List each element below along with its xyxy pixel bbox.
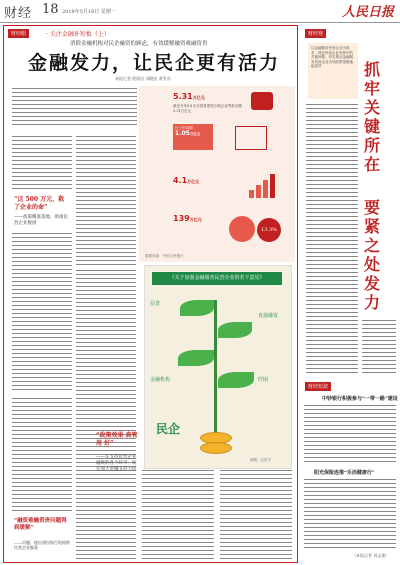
stat-unit: 万亿元: [189, 217, 202, 222]
page-number: 18: [42, 2, 59, 17]
stat-unit: 万亿元: [192, 95, 205, 100]
percent-circle: 13.3%: [257, 218, 281, 242]
summary-box: 以金融服务民营企业为抓手，抓住民营企业发展中的关键问题，切实推动金融服务民营企业各项政策措施落地见效: [308, 43, 358, 99]
body-text-column: [306, 104, 358, 374]
leaf-graphic: [178, 350, 214, 366]
opinion-title: 抓牢关键所在: [364, 60, 381, 174]
body-text-column: [76, 270, 136, 560]
stat-unit: 万亿元: [187, 179, 200, 184]
pull-quote-subtitle: ——在支持民营企业融资的各个环节，切实加大金融支持力度: [96, 455, 137, 472]
bar-chart-icon: [249, 174, 277, 198]
poster-label: 纾困: [258, 377, 269, 383]
pull-quote-subtitle: ——问题、提出建设银行机构供民营企业服务: [14, 540, 70, 550]
article-headline: 金融发力，让民企更有活力: [27, 52, 280, 74]
body-text-column: [220, 470, 292, 560]
poster-title: 《关于加强金融服务民营企业的若干意见》: [152, 272, 282, 285]
data-source: 数据来源：中国人民银行: [145, 254, 184, 258]
body-text-column: [76, 136, 136, 266]
author-note: （本报记者 刘志强）: [352, 553, 390, 558]
article-kicker: · 关注金融补短板（上）: [46, 31, 110, 38]
section-name: 财经: [4, 6, 33, 21]
date-line: 2018年5月16日 星期一: [62, 9, 116, 15]
presentation-icon: [235, 126, 267, 150]
leaf-graphic: [218, 322, 252, 338]
stat-note: 截至今年8月末全国普惠型小微企业贷款余额5.31万亿元: [173, 104, 242, 113]
leaf-graphic: [180, 300, 214, 316]
pull-quote-subtitle: ——政策精准落地，助推民营企业脱困: [14, 215, 68, 226]
money-icon: [251, 92, 273, 110]
column-tag: 财经眼: [8, 29, 29, 38]
body-text-column: [304, 405, 396, 463]
poster-label: 民企: [156, 422, 181, 436]
newspaper-logo: 人民日报: [342, 5, 395, 20]
lead-paragraph: [12, 88, 137, 128]
page-header: [0, 0, 400, 23]
stat-unit: 万亿元: [189, 132, 201, 136]
brief-headline: 阳光保险连推“乐活健康行”: [314, 470, 375, 476]
body-text-column: [12, 233, 72, 393]
infographic-panel: [139, 86, 295, 262]
poster-label: 直接融资: [258, 313, 279, 319]
column-tag: 财经观: [305, 29, 326, 38]
body-text-column: [142, 470, 214, 560]
pull-quote: “融资难融资贵问题得到缓解”: [14, 518, 67, 531]
body-text-column: [362, 320, 396, 374]
column-tag: 财经短波: [305, 382, 331, 391]
stat-value: 5.31: [173, 92, 193, 101]
poster-label: 信贷: [150, 301, 161, 307]
percent-circle: [229, 216, 255, 242]
leaf-graphic: [218, 372, 254, 388]
poster-label: 金融机构: [150, 377, 171, 383]
pull-quote: “政策效果 真管用 好”: [96, 432, 138, 447]
coin-stack: [200, 442, 232, 454]
article-subhead: 消除金融机构对民企融资的顾虑，有效缓解融资难融资贵: [70, 41, 208, 47]
opinion-title: 要紧之处发力: [364, 198, 381, 312]
brief-headline: 中钞银行积极参与“一带一路”建设: [322, 396, 398, 402]
stat-note: 比上年同期: [175, 126, 193, 130]
body-text-column: [12, 136, 72, 191]
plant-stem: [214, 300, 217, 450]
stat-value: 4.1: [173, 176, 188, 185]
article-byline: 本报记者 欧阳洁 刘晓宏 黄发东: [115, 76, 171, 81]
body-text-column: [12, 398, 72, 513]
stat-value: 139: [173, 214, 190, 223]
stat-value: 1.05: [175, 130, 190, 137]
poster-credit: 制图：汪哲平: [250, 458, 271, 462]
pull-quote: “这 500 万元，救了企业的命”: [14, 196, 65, 211]
body-text-column: [304, 479, 396, 549]
